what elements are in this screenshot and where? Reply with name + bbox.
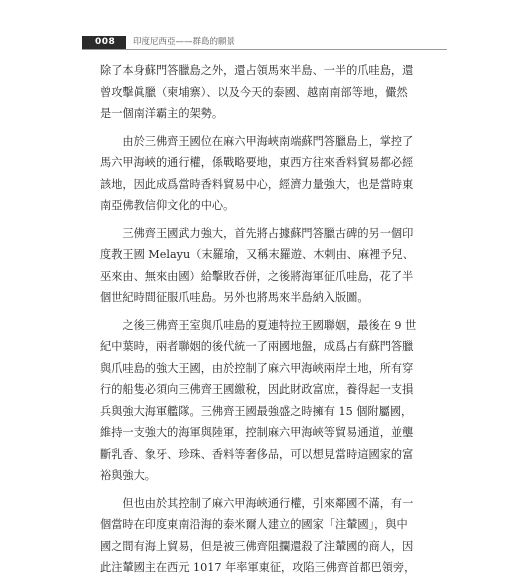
text-line: 兵與強大海軍艦隊。三佛齊王國最強盛之時擁有 15 個附屬國， <box>100 404 413 418</box>
text-line: 馬六甲海峽的通行權，係戰略要地，東西方往來香料貿易都必經 <box>100 156 414 169</box>
text-line: 度教王國 Melayu（末羅瑜，又稱末羅遊、木剌由、麻裡予兒、 <box>100 248 414 261</box>
running-title: 印度尼西亞——群島的願景 <box>133 37 236 47</box>
page-header <box>0 36 520 50</box>
text-line: 紀中葉時，兩者聯姻的後代統一了兩國地盤，成爲占有蘇門答臘 <box>100 340 414 353</box>
text-line: 國之間有海上貿易，但是被三佛齊阻攔還殺了注輦國的商人，因 <box>100 539 414 553</box>
text-line: 之後三佛齊王室與爪哇島的夏連特拉王國聯姻，最後在 9 世 <box>100 318 417 332</box>
text-line: 由於三佛齊王國位在麻六甲海峽南端蘇門答臘島上，掌控了 <box>100 134 414 148</box>
text-line: 裕與強大。 <box>100 469 156 482</box>
text-line: 該地，因此成爲當時香料貿易中心，經濟力量強大，也是當時東 <box>100 177 414 191</box>
page-number: 008 <box>95 37 116 47</box>
text-line: 行的船隻必須向三佛齊王國繳稅，因此財政富庶，養得起一支損 <box>100 383 414 396</box>
text-line: 斷乳香、象牙、珍珠、香料等奢侈品，可以想見當時這國家的富 <box>100 447 414 461</box>
header-rule <box>82 49 447 50</box>
text-line: 個當時在印度東南沿海的泰米爾人建立的國家「注輦國」，與中 <box>100 518 408 531</box>
text-line: 但也由於其控制了麻六甲海峽通行權，引來鄰國不滿，有一 <box>100 496 414 510</box>
text-line: 除了本身蘇門答臘島之外，還占領馬來半島、一半的爪哇島，還 <box>100 64 414 77</box>
text-line: 此注輦國主在西元 1017 年率軍東征，攻陷三佛齊首都巴領旁， <box>100 561 416 574</box>
text-line: 與爪哇島的強大王國，由於控制了麻六甲海峽兩岸土地，所有穿 <box>100 361 414 375</box>
paragraph <box>100 131 414 217</box>
text-line: 維持一支強大的海軍與陸軍，控制麻六甲海峽等貿易通道，並壟 <box>100 426 414 439</box>
text-line: 曾攻擊眞臘（柬埔寨）、以及今天的泰國、越南南部等地，儼然 <box>100 85 408 99</box>
text-line: 三佛齊王國武力強大，首先將占據蘇門答臘古碑的另一個印 <box>100 226 414 240</box>
paragraph <box>100 60 414 125</box>
text-line: 個世紀時間征服爪哇島。另外也將馬來半島納入版圖。 <box>100 291 369 304</box>
paragraph <box>100 223 414 309</box>
body-text <box>100 60 417 579</box>
paragraph <box>100 493 416 579</box>
text-line: 南亞佛教信仰文化的中心。 <box>100 199 235 212</box>
text-line: 巫來由、無來由國）給擊敗吞併，之後將海軍征爪哇島，花了半 <box>100 269 414 283</box>
text-line: 是一個南洋霸主的架勢。 <box>100 107 224 120</box>
paragraph <box>100 315 417 487</box>
